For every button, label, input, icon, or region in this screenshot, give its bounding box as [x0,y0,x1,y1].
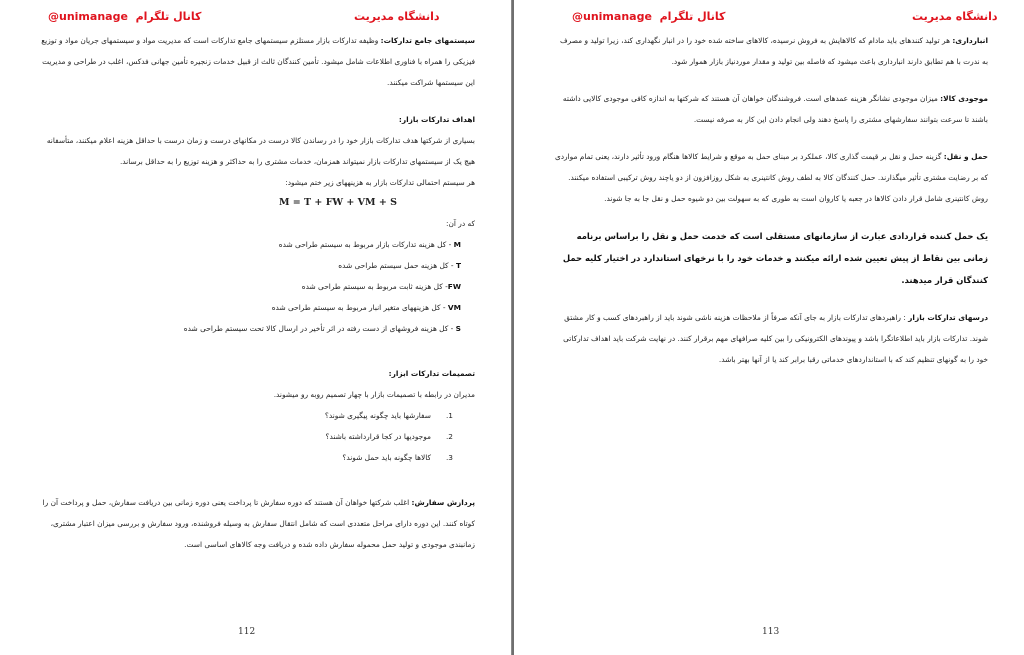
header-channel [48,10,201,23]
definition-item [40,276,475,297]
paragraph-inventory [552,88,988,130]
header-channel [572,10,725,23]
definition-symbol: FW [447,282,461,291]
definition-text: - کل هزینه ثابت مربوط به سیستم طراحی شده [301,282,448,291]
definition-text: - کل هزینه فروشهای از دست رفته در اثر تأخیر در ارسال کالا تحت سیستم طراحی شده [183,324,456,333]
header-university: دانشگاه مدیریت [912,10,998,23]
paragraph-text: اغلب شرکتها خواهان آن هستند که دوره سفارش تا پرداخت یعنی دوره زمانی بین دریافت سفارش، حمل و پرداخت آن را کوتاه کنند. این دوره دارای مراحل متعددی است که شامل انتقال سفارش به وسیله فروشنده، ورود سفارش و بررسی میزان اعتبار مشتری، زمانبندی موجودی و تولید حمل محموله سفارش داده شده و دریافت وجه کالاهای اساسی است. [42,498,475,549]
page-body [552,30,988,370]
where-label: که در آن: [445,219,475,228]
definition-item [40,297,475,318]
definition-item [40,255,475,276]
page-body [40,30,475,555]
definition-text: - کل هزینه تدارکات بازار مربوط به سیستم طراحی شده [278,240,454,249]
paragraph-logistics-lessons [552,307,988,370]
section-title-goals: اهداف تدارکات بازار: [398,115,475,124]
definition-symbol: T [455,261,461,270]
paragraph-text: میزان موجودی نشانگر هزینه عمدهای است. فروشندگان خواهان آن هستند که شرکتها به اندازه کافی موجودی کالایی داشته باشند تا سرعت بتوانند سفارشهای مشتری را پاسخ دهند ولی انجام دادن این کار به صرفه نیست. [562,94,988,124]
paragraph-text: هر تولید کنندهای باید مادام که کالاهایش به فروش نرسیده، کالاهای ساخته شده خود را در انبار نگهداری کند، زیرا تولید و مصرف به ندرت با هم تطابق دارند انبارداری باعث میشود که فاصله بین تولید و مقدار موردنیاز بازار هموار شود. [560,36,988,66]
header-handle: @unimanage [572,10,652,23]
paragraph-costs: هر سیستم احتمالی تدارکات بازار به هزینههای زیر ختم میشود: [285,178,475,187]
list-item [40,426,475,447]
list-number: 3. [445,453,453,462]
definition-text: - کل هزینههای متغیر انبار مربوط به سیستم طراحی شده [271,303,448,312]
definition-text: - کل هزینه حمل سیستم طراحی شده [338,261,456,270]
list-number: 2. [445,432,453,441]
page-number: 113 [762,627,780,637]
paragraph-text: گزینه حمل و نقل بر قیمت گذاری کالا، عملکرد بر مبنای حمل به موقع و شرایط کالاها هنگام ورود تأثیر دارند، یعنی تمام مواردی که بر رضایت مشتری تأثیر میگذارند. حمل کنندگان کالا به لطف روش کانتینری به شکل روزافزون از دو یاچند روش ترکیبی استفاده میکنند. روش کانتینری شامل قرار دادن کالاها در جعبه یا کاروان است به طوری که به سهولت بین دو شیوه حمل و نقل جا به جا شوند. [554,152,988,203]
header-university: دانشگاه مدیریت [354,10,440,23]
definition-symbol: S [455,324,461,333]
list-text: موجودیها در کجا قرارداشته باشند؟ [325,432,431,441]
page-number: 112 [238,627,256,637]
definitions-list [40,234,475,339]
header-handle: @unimanage [48,10,128,23]
paragraph-contract-carrier: یک حمل کننده قراردادی عبارت از سازمانهای مستقلی است که خدمت حمل و نقل را براساس برنامه زمانی بین نقاط از پیش تعیین شده ارائه میکنند و خدمات خود را با نرخهای استاندارد در اختیار کلیه حمل کنندگان قرار میدهند. [562,231,988,285]
paragraph-title: انبارداری: [952,36,988,45]
definition-symbol: M [453,240,461,249]
paragraph-order-processing [40,492,475,555]
list-item [40,447,475,468]
paragraph-title: موجودی کالا: [940,94,988,103]
list-number: 1. [445,411,453,420]
list-text: کالاها چگونه باید حمل شوند؟ [342,453,431,462]
list-item [40,405,475,426]
decisions-list [40,405,475,468]
list-text: سفارشها باید چگونه پیگیری شوند؟ [324,411,431,420]
paragraph-text: : راهبردهای تدارکات بازار به جای آنکه صرفاً از ملاحظات هزینه ناشی شوند باید از راهبردهای کسب و کار مشتق شوند. تدارکات بازار باید اطلاعاتگرا باشد و پیوندهای الکترونیکی را بین کلیه صرافهای مهم برقرار کنند. در نهایت شرکت باید اهداف تدارکاتی خود را به گونهای تنظیم کند که با استانداردهای خدماتی رقبا برابر کند یا از آنها بهتر باشد. [563,313,988,364]
cost-formula: M = T + FW + VM + S [278,197,397,208]
paragraph-integrated-systems [40,30,475,93]
page-right [514,0,1024,655]
paragraph-warehousing [552,30,988,72]
paragraph-decisions: مدیران در رابطه با تصمیمات بازار با چهار تصمیم روبه رو میشوند. [273,390,475,399]
paragraph-title: درسهای تدارکات بازار [908,313,988,322]
paragraph-title: سیستمهای جامع تدارکات: [380,36,475,45]
section-title-decisions: تصمیمات تدارکات ابزار: [388,369,475,378]
header-channel-label: کانال تلگرام [659,10,726,23]
definition-item [40,318,475,339]
paragraph-transportation [552,146,988,209]
paragraph-text: وظیفه تدارکات بازار مستلزم سیستمهای جامع تدارکات است که مدیریت مواد و سیستمهای جریان مواد و توزیع فیزیکی را همراه با فناوری اطلاعات شامل میشود. تأمین کنندگان ثالث از قبیل خدمات زنجیره تأمین جهانی فدکس، اغلب در طراحی و مدیریت این سیستمها شراکت میکنند. [41,36,475,87]
paragraph-title: پردازش سفارش: [411,498,475,507]
header-channel-label: کانال تلگرام [135,10,202,23]
paragraph-title: حمل و نقل: [943,152,988,161]
definition-item [40,234,475,255]
paragraph-goals: بسیاری از شرکتها هدف تدارکات بازار خود را در رساندن کالا درست در مکانهای درست و زمان درست با حداقل هزینه اعلام میکنند، متأسفانه هیچ یک از سیستمهای تدارکات بازار نمیتواند همزمان، خدمات مشتری را به حداکثر و هزینه توزیع را به حداقل برساند. [46,136,475,166]
definition-symbol: VM [447,303,461,312]
